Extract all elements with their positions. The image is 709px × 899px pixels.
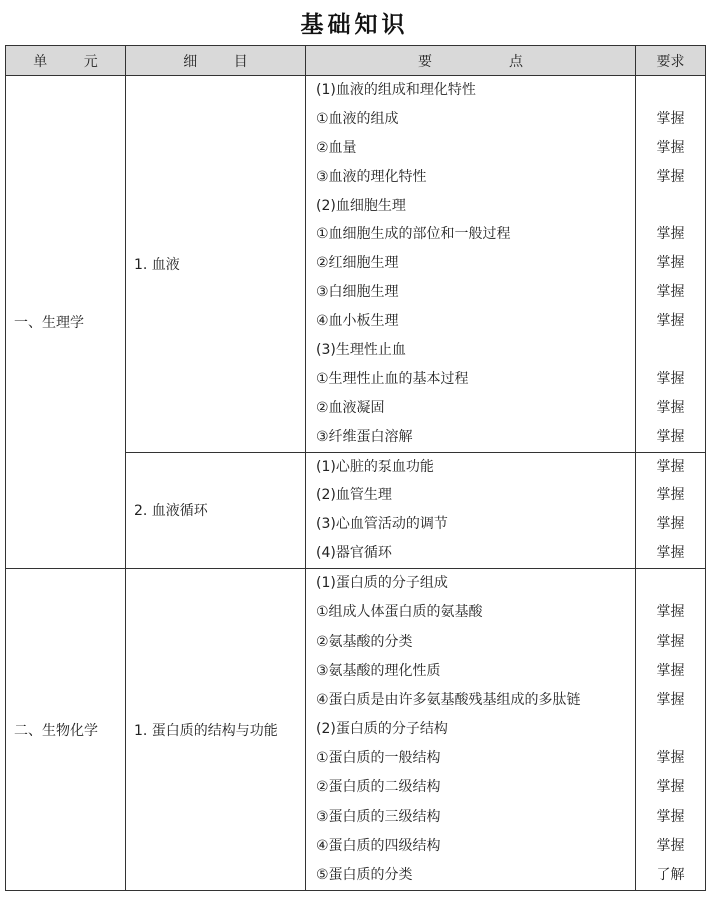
points-cell [306,76,636,453]
header-requirement: 要求 [636,46,706,76]
points-cell [306,569,636,891]
requirement-label [636,192,705,221]
requirement-label [636,336,705,365]
point-text: ②血液凝固 [316,399,385,416]
points-cell [306,452,636,569]
point-text: (2)蛋白质的分子结构 [316,721,448,738]
requirement-label: 掌握 [656,139,685,156]
syllabus-table [5,45,706,891]
point-text: (1)心脏的泵血功能 [316,458,434,475]
unit-cell: 二、生物化学 [6,569,126,891]
table-body [6,76,706,891]
point-text: ③蛋白质的三级结构 [316,808,441,825]
requirement-label: 掌握 [656,691,685,708]
requirement-label: 掌握 [656,750,685,767]
requirement-label: 掌握 [656,662,685,679]
point-text: ①组成人体蛋白质的氨基酸 [316,604,483,621]
point-text: ①生理性止血的基本过程 [316,370,469,387]
requirement-label: 掌握 [656,226,685,243]
requirement-label: 掌握 [656,516,685,533]
point-text: (1)蛋白质的分子组成 [316,575,448,592]
point-text: ③血液的理化特性 [316,168,427,185]
requirement-label: 掌握 [656,633,685,650]
header-points: 要 点 [306,46,636,76]
requirement-label: 掌握 [656,255,685,272]
item-cell: 1. 血液 [126,76,306,453]
point-text: ④蛋白质是由许多氨基酸残基组成的多肽链 [316,691,581,708]
header-unit: 单 元 [6,46,126,76]
point-text: ④血小板生理 [316,313,399,330]
requirement-label: 掌握 [656,370,685,387]
requirement-label [636,569,705,598]
point-text: ①蛋白质的一般结构 [316,750,441,767]
requirement-label: 掌握 [656,399,685,416]
page-title: 基础知识 [300,12,409,38]
requirement-label: 掌握 [656,458,685,475]
table-row [6,76,706,453]
point-text: (2)血细胞生理 [316,197,406,214]
requirement-label: 掌握 [656,604,685,621]
requirement-label: 了解 [656,867,685,884]
requirement-label: 掌握 [656,837,685,854]
point-text: (1)血液的组成和理化特性 [316,82,476,98]
requirements-cell [636,452,706,569]
point-text: ⑤蛋白质的分类 [316,867,413,884]
requirement-label: 掌握 [656,110,685,127]
point-text: ④蛋白质的四级结构 [316,837,441,854]
table-header-row [6,46,706,76]
requirement-label [636,76,705,105]
point-text: ③氨基酸的理化性质 [316,662,441,679]
point-text: (2)血管生理 [316,487,392,504]
requirement-label: 掌握 [656,808,685,825]
requirement-label: 掌握 [656,779,685,796]
header-item: 细 目 [126,46,306,76]
item-cell: 2. 血液循环 [126,452,306,569]
point-text: ②氨基酸的分类 [316,633,413,650]
requirement-label: 掌握 [656,428,685,445]
requirement-label: 掌握 [656,487,685,504]
point-text: ②红细胞生理 [316,255,399,272]
point-text: ②血量 [316,139,357,156]
requirements-cell [636,569,706,891]
point-text: (3)生理性止血 [316,342,406,359]
point-text: ②蛋白质的二级结构 [316,779,441,796]
item-cell: 1. 蛋白质的结构与功能 [126,569,306,891]
requirement-label: 掌握 [656,168,685,185]
point-text: ①血细胞生成的部位和一般过程 [316,226,511,243]
requirement-label: 掌握 [656,284,685,301]
point-text: (3)心血管活动的调节 [316,516,448,533]
requirement-label [636,715,705,744]
unit-cell: 一、生理学 [6,76,126,569]
requirements-cell [636,76,706,453]
requirement-label: 掌握 [656,313,685,330]
point-text: (4)器官循环 [316,545,392,562]
table-row [6,569,706,891]
requirement-label: 掌握 [656,545,685,562]
point-text: ③纤维蛋白溶解 [316,428,413,445]
point-text: ①血液的组成 [316,110,399,127]
point-text: ③白细胞生理 [316,284,399,301]
